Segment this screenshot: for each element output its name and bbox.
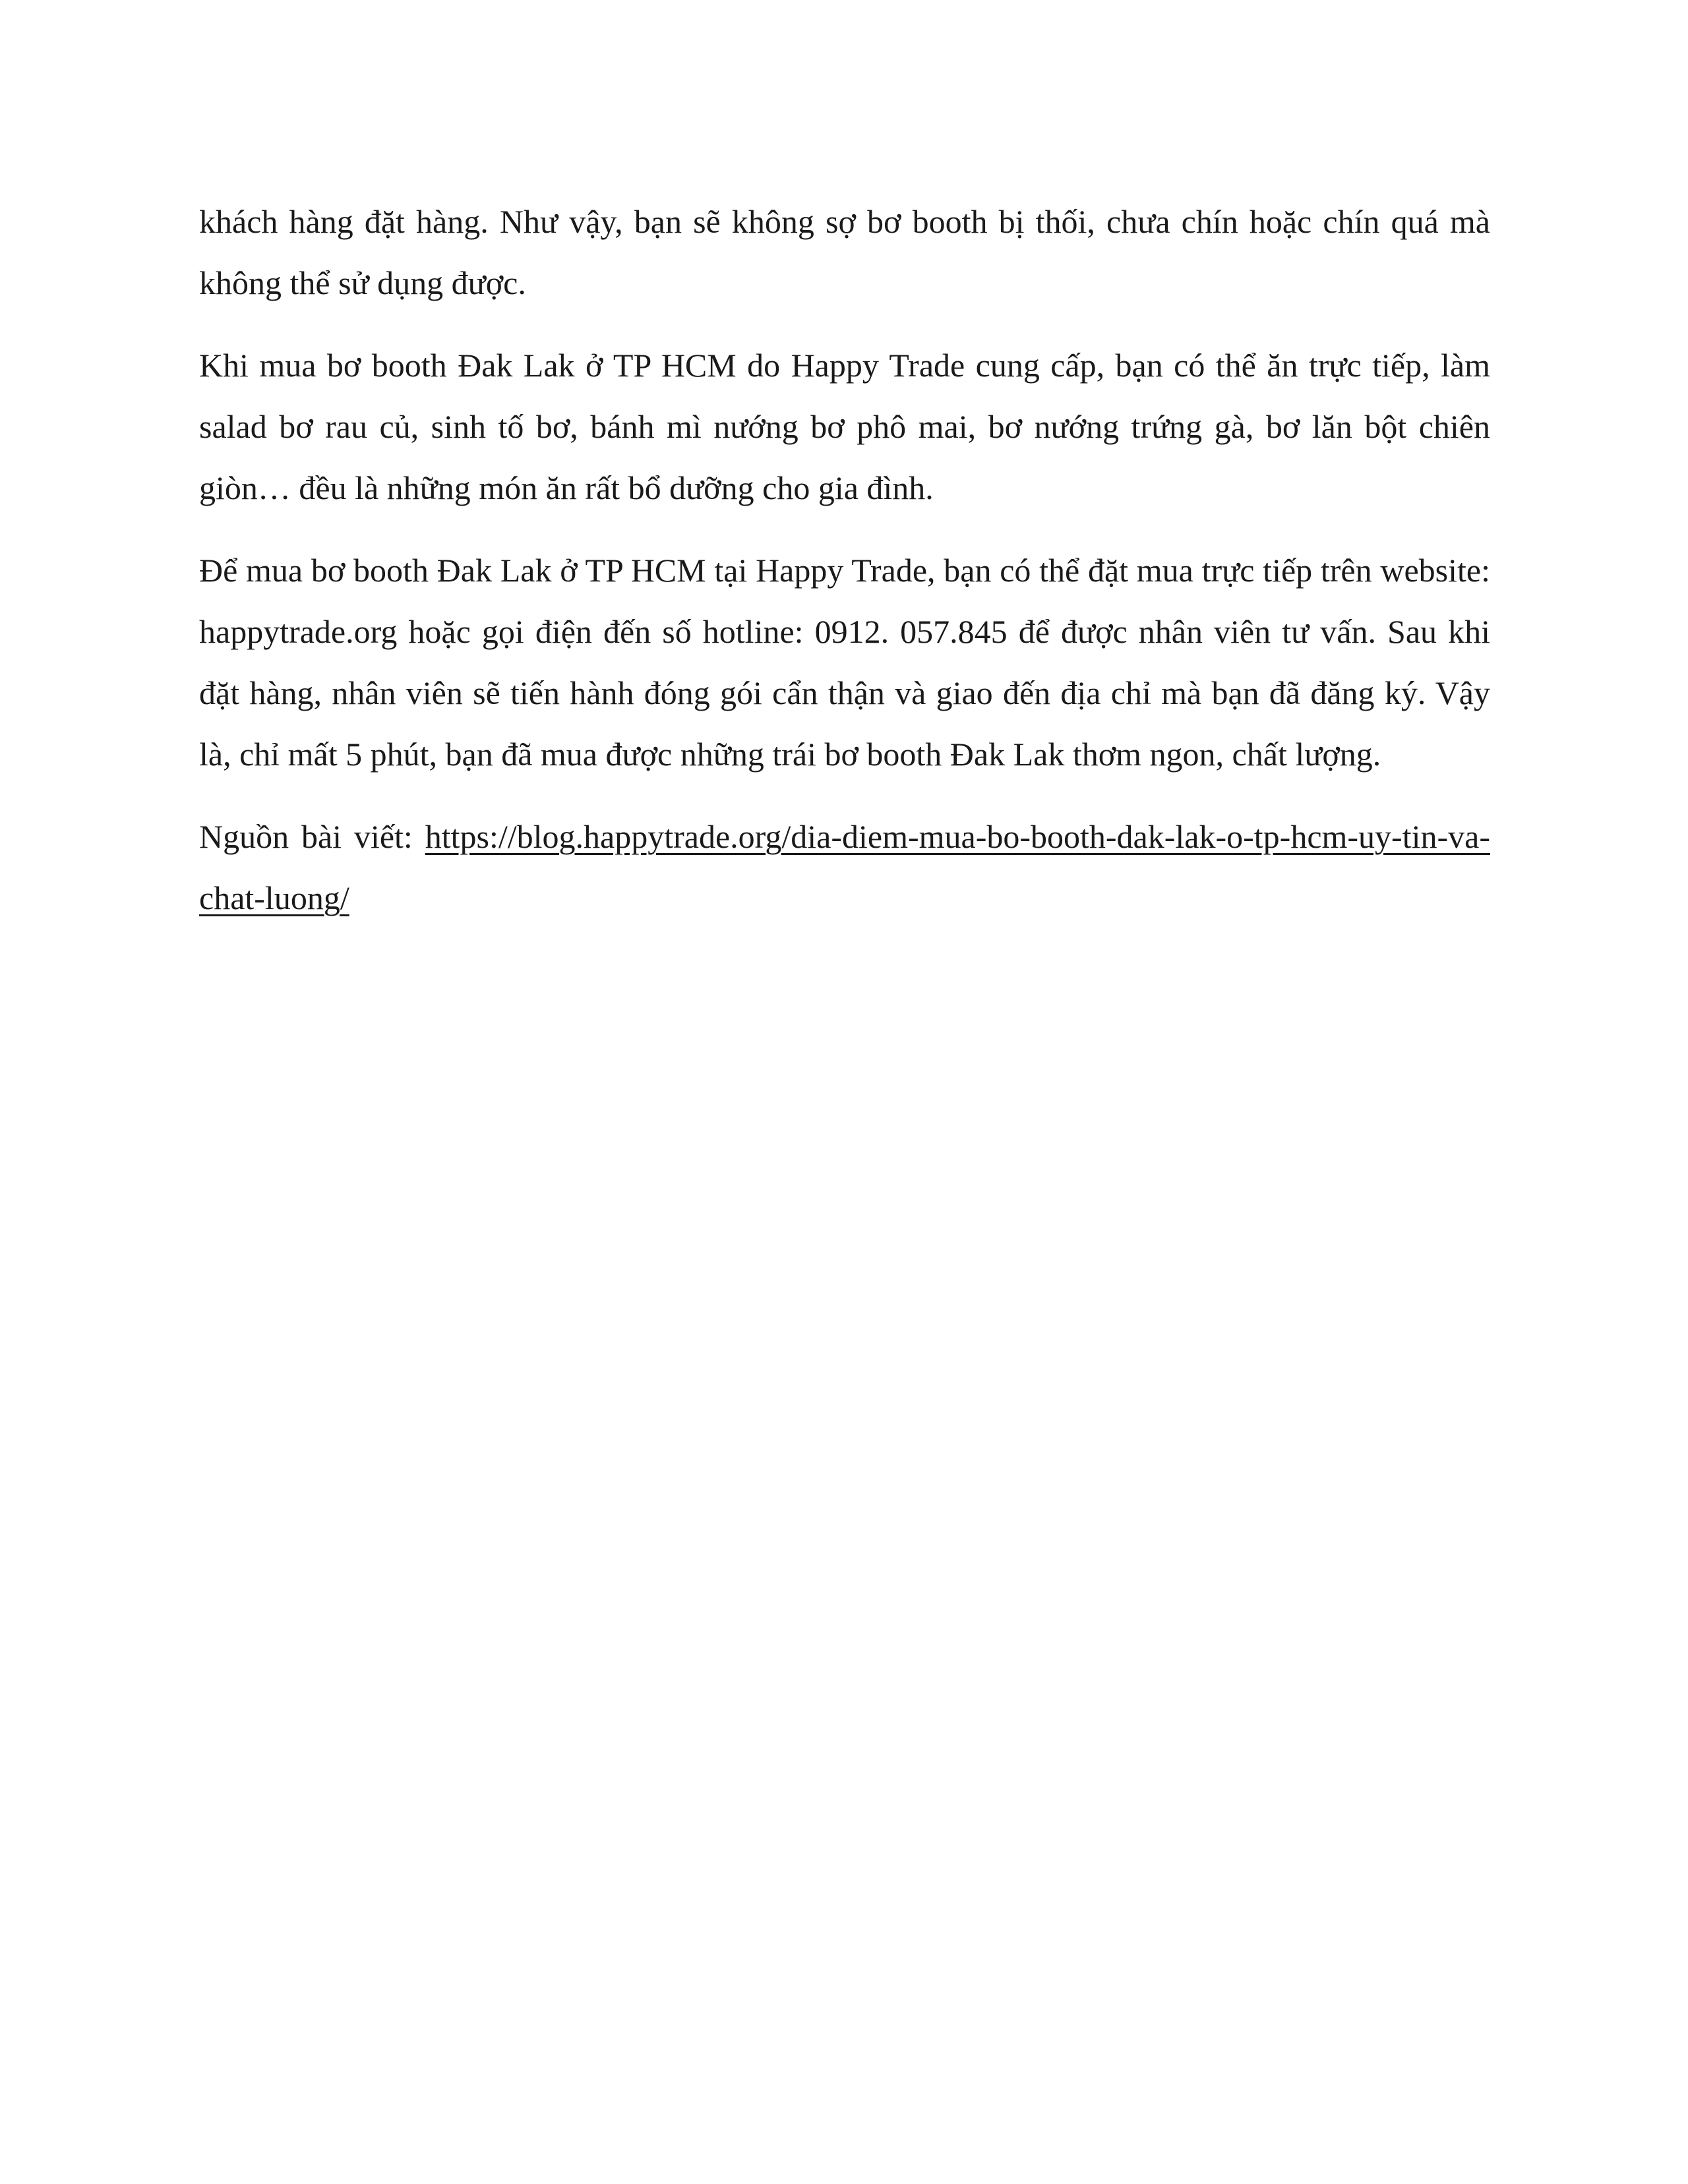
source-link[interactable]: https://blog.happytrade.org/dia-diem-mua-bo-booth-dak-lak-o-tp-hcm-uy-tin-va-chat-luong/ [199,818,1490,916]
source-line [199,806,1490,929]
paragraph-delivery: khách hàng đặt hàng. Như vậy, bạn sẽ không sợ bơ booth bị thối, chưa chín hoặc chín quá mà không thể sử dụng được. [199,203,1490,301]
source-label: Nguồn bài viết: [199,818,425,855]
article-body [199,191,1490,950]
paragraph-uses: Khi mua bơ booth Đak Lak ở TP HCM do Happy Trade cung cấp, bạn có thể ăn trực tiếp, làm salad bơ rau củ, sinh tố bơ, bánh mì nướng bơ phô mai, bơ nướng trứng gà, bơ lăn bột chiên giòn… đều là những món ăn rất bổ dưỡng cho gia đình. [199,347,1490,506]
paragraph-ordering: Để mua bơ booth Đak Lak ở TP HCM tại Happy Trade, bạn có thể đặt mua trực tiếp trên website: happytrade.org hoặc gọi điện đến số hotline: 0912. 057.845 để được nhân viên tư vấn. Sau khi đặt hàng, nhân viên sẽ tiến hành đóng gói cẩn thận và giao đến địa chỉ mà bạn đã đăng ký. Vậy là, chỉ mất 5 phút, bạn đã mua được những trái bơ booth Đak Lak thơm ngon, chất lượng. [199,552,1490,773]
